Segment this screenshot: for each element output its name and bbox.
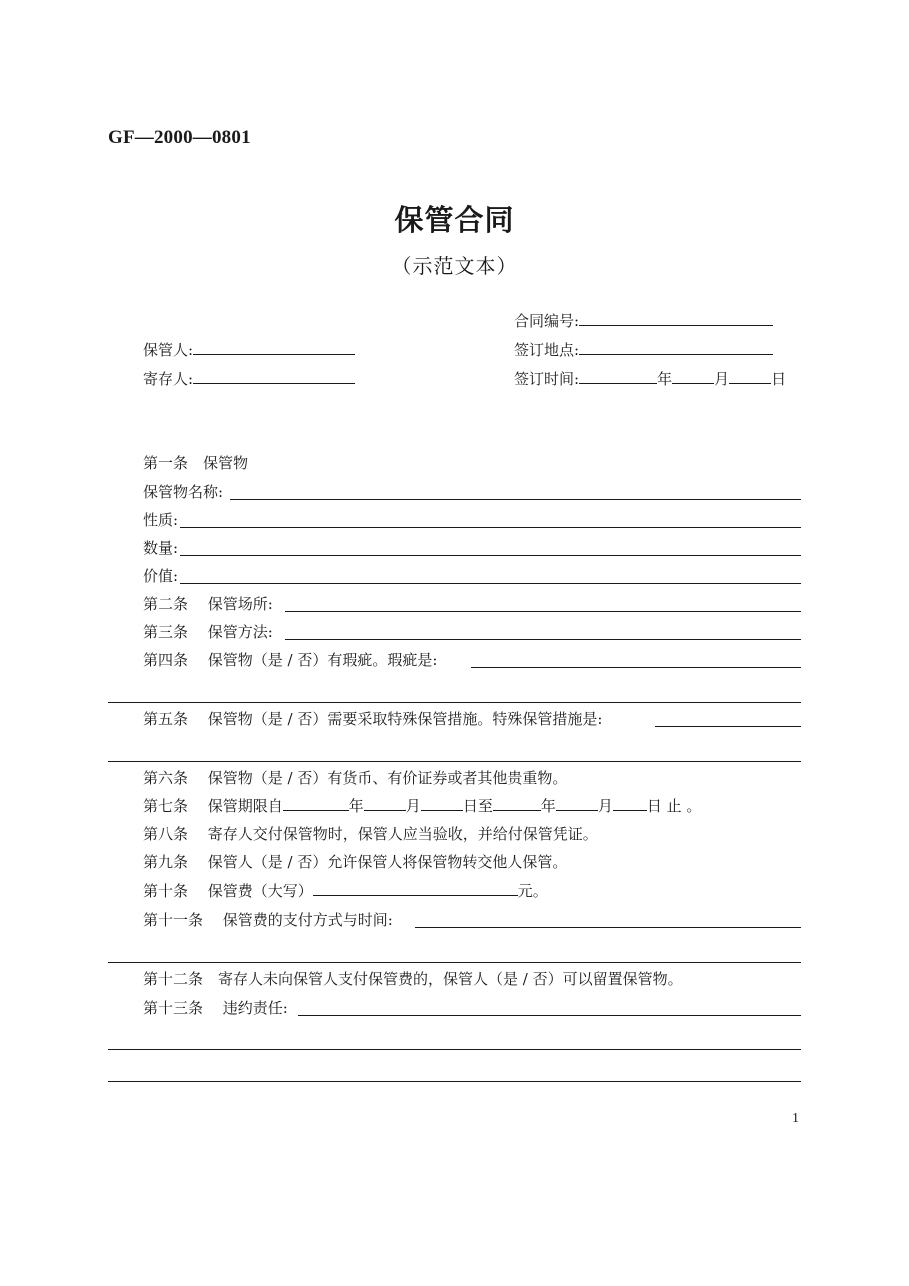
payment-method-blank[interactable] xyxy=(415,927,801,928)
nature-blank[interactable] xyxy=(180,527,801,528)
fee-amount-blank[interactable] xyxy=(313,881,518,896)
article-11-field[interactable] xyxy=(143,910,801,930)
storage-method-blank[interactable] xyxy=(285,639,801,640)
sign-place-label: 签订地点: xyxy=(514,341,580,359)
depositor-field[interactable] xyxy=(143,369,355,389)
article-5-field[interactable] xyxy=(143,709,801,729)
quantity-label: 数量: xyxy=(143,539,179,557)
contract-number-blank[interactable] xyxy=(579,311,773,326)
end-year-blank[interactable] xyxy=(493,796,541,811)
year-label: 年 xyxy=(348,797,364,815)
article-7-label: 第七条 保管期限自 xyxy=(143,797,283,815)
article-4-field[interactable] xyxy=(143,650,801,670)
article-10-field[interactable] xyxy=(143,881,548,901)
nature-field[interactable] xyxy=(143,510,801,530)
continuation-line[interactable] xyxy=(108,962,801,963)
day-to-label: 日至 xyxy=(462,797,493,815)
item-name-field[interactable] xyxy=(143,482,801,502)
document-subtitle: （示范文本） xyxy=(391,254,518,278)
sign-month-blank[interactable] xyxy=(672,369,714,384)
contract-number-label: 合同编号: xyxy=(514,312,580,330)
item-name-label: 保管物名称: xyxy=(143,483,224,501)
contract-number-field[interactable] xyxy=(514,311,773,331)
article-4-label: 第四条 保管物（是 / 否）有瑕疵。瑕疵是: xyxy=(143,651,438,669)
quantity-blank[interactable] xyxy=(180,555,801,556)
article-12: 第十二条 寄存人未向保管人支付保管费的，保管人（是 / 否）可以留置保管物。 xyxy=(143,970,683,988)
value-blank[interactable] xyxy=(180,583,801,584)
depositor-blank[interactable] xyxy=(193,369,355,384)
custodian-label: 保管人: xyxy=(143,341,194,359)
defect-blank[interactable] xyxy=(471,667,801,668)
sign-place-field[interactable] xyxy=(514,340,773,360)
article-9: 第九条 保管人（是 / 否）允许保管人将保管物转交他人保管。 xyxy=(143,853,568,871)
item-name-blank[interactable] xyxy=(230,499,801,500)
value-field[interactable] xyxy=(143,566,801,586)
quantity-field[interactable] xyxy=(143,538,801,558)
article-6: 第六条 保管物（是 / 否）有货币、有价证券或者其他贵重物。 xyxy=(143,769,568,787)
yuan-label: 元。 xyxy=(517,882,548,900)
end-day-blank[interactable] xyxy=(613,796,647,811)
sign-place-blank[interactable] xyxy=(579,340,773,355)
start-day-blank[interactable] xyxy=(421,796,463,811)
article-10-label: 第十条 保管费（大写） xyxy=(143,882,313,900)
special-measures-blank[interactable] xyxy=(655,726,801,727)
sign-year-blank[interactable] xyxy=(579,369,657,384)
nature-label: 性质: xyxy=(143,511,179,529)
article-11-label: 第十一条 保管费的支付方式与时间: xyxy=(143,911,393,929)
start-month-blank[interactable] xyxy=(364,796,406,811)
article-13-label: 第十三条 违约责任: xyxy=(143,999,288,1017)
article-3-label: 第三条 保管方法: xyxy=(143,623,273,641)
article-8: 第八条 寄存人交付保管物时，保管人应当验收，并给付保管凭证。 xyxy=(143,825,598,843)
year-label: 年 xyxy=(657,370,673,388)
sign-day-blank[interactable] xyxy=(729,369,771,384)
month-label: 月 xyxy=(714,370,730,388)
year-label: 年 xyxy=(540,797,556,815)
continuation-line[interactable] xyxy=(108,1049,801,1050)
custodian-field[interactable] xyxy=(143,340,355,360)
continuation-line[interactable] xyxy=(108,1081,801,1082)
day-end-label: 日 止 。 xyxy=(646,797,702,815)
article-13-field[interactable] xyxy=(143,998,801,1018)
month-label: 月 xyxy=(405,797,421,815)
sign-time-field[interactable] xyxy=(514,369,786,389)
article-1-title: 第一条 保管物 xyxy=(143,454,249,472)
article-7-field[interactable] xyxy=(143,796,701,816)
liability-blank[interactable] xyxy=(298,1015,801,1016)
depositor-label: 寄存人: xyxy=(143,370,194,388)
day-label: 日 xyxy=(771,370,787,388)
custodian-blank[interactable] xyxy=(193,340,355,355)
article-2-field[interactable] xyxy=(143,594,801,614)
article-2-label: 第二条 保管场所: xyxy=(143,595,273,613)
end-month-blank[interactable] xyxy=(556,796,598,811)
sign-time-label: 签订时间: xyxy=(514,370,580,388)
storage-place-blank[interactable] xyxy=(285,611,801,612)
document-title: 保管合同 xyxy=(394,203,515,237)
continuation-line[interactable] xyxy=(108,761,801,762)
month-label: 月 xyxy=(597,797,613,815)
article-5-label: 第五条 保管物（是 / 否）需要采取特殊保管措施。特殊保管措施是: xyxy=(143,710,603,728)
value-label: 价值: xyxy=(143,567,179,585)
start-year-blank[interactable] xyxy=(283,796,349,811)
article-3-field[interactable] xyxy=(143,622,801,642)
continuation-line[interactable] xyxy=(108,702,801,703)
document-code: GF—2000—0801 xyxy=(108,127,251,148)
page-number: 1 xyxy=(792,1111,799,1126)
